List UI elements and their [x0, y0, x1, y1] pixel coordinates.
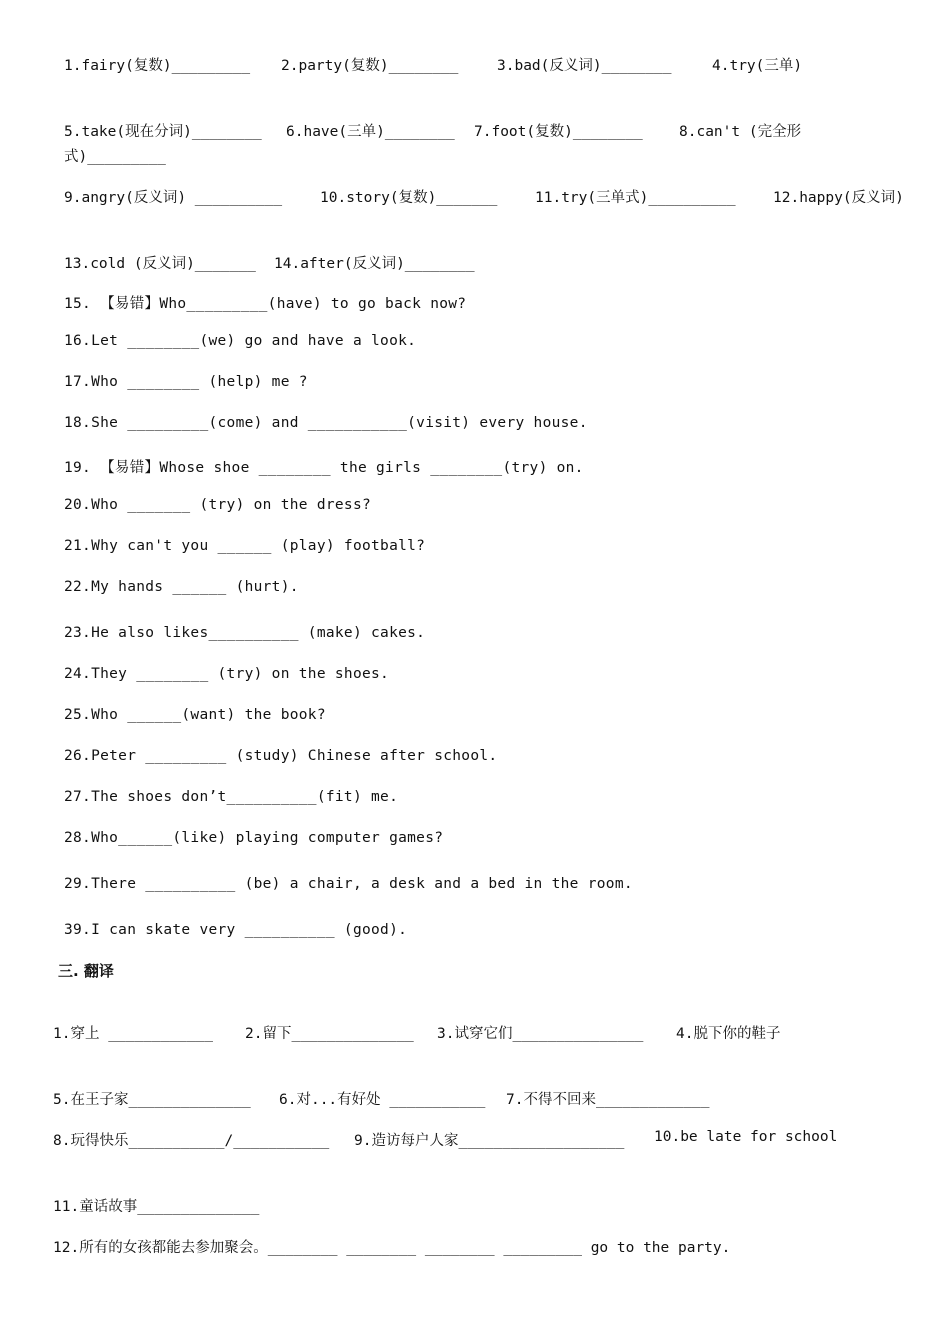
sentence-19: 19. 【易错】Whose shoe ________ the girls ________(try) on.: [64, 460, 584, 476]
exercise-14: 14.after(反义词)________: [274, 256, 475, 272]
exercise-9: 9.angry(反义词) __________: [64, 190, 283, 206]
translation-8: 8.玩得快乐___________/___________: [53, 1133, 330, 1149]
exercise-6: 6.have(三单)________: [286, 124, 455, 140]
translation-3: 3.试穿它们_______________: [437, 1026, 644, 1042]
translation-7: 7.不得不回来_____________: [506, 1092, 710, 1108]
exercise-2: 2.party(复数)________: [281, 58, 459, 74]
section-title-translation: 三. 翻译: [58, 962, 114, 980]
sentence-18: 18.She _________(come) and ___________(visit) every house.: [64, 415, 588, 431]
translation-6: 6.对...有好处 ___________: [279, 1092, 486, 1108]
sentence-29: 29.There __________ (be) a chair, a desk and a bed in the room.: [64, 876, 633, 892]
sentence-16: 16.Let ________(we) go and have a look.: [64, 333, 417, 349]
translation-10: 10.be late for school: [654, 1129, 838, 1145]
sentence-20: 20.Who _______ (try) on the dress?: [64, 497, 372, 513]
exercise-8: 8.can't (完全形: [679, 124, 802, 140]
exercise-5: 5.take(现在分词)________: [64, 124, 262, 140]
translation-11: 11.童话故事______________: [53, 1199, 260, 1215]
translation-9: 9.造访每户人家___________________: [354, 1133, 625, 1149]
translation-4: 4.脱下你的鞋子: [676, 1026, 781, 1042]
sentence-39: 39.I can skate very __________ (good).: [64, 922, 408, 938]
translation-5: 5.在王子家______________: [53, 1092, 251, 1108]
exercise-10: 10.story(复数)_______: [320, 190, 498, 206]
exercise-13: 13.cold (反义词)_______: [64, 256, 256, 272]
exercise-12: 12.happy(反义词): [773, 190, 904, 206]
sentence-28: 28.Who______(like) playing computer games?: [64, 830, 444, 846]
sentence-17: 17.Who ________ (help) me ?: [64, 374, 308, 390]
exercise-3: 3.bad(反义词)________: [497, 58, 672, 74]
sentence-23: 23.He also likes__________ (make) cakes.: [64, 625, 426, 641]
sentence-24: 24.They ________ (try) on the shoes.: [64, 666, 390, 682]
sentence-25: 25.Who ______(want) the book?: [64, 707, 326, 723]
exercise-4: 4.try(三单): [712, 58, 803, 74]
sentence-26: 26.Peter _________ (study) Chinese after school.: [64, 748, 498, 764]
sentence-21: 21.Why can't you ______ (play) football?: [64, 538, 426, 554]
translation-12: 12.所有的女孩都能去参加聚会。________ ________ ________ _________ go to the party.: [53, 1240, 731, 1256]
exercise-11: 11.try(三单式)__________: [535, 190, 736, 206]
sentence-15: 15. 【易错】Who_________(have) to go back now?: [64, 296, 467, 312]
sentence-22: 22.My hands ______ (hurt).: [64, 579, 299, 595]
exercise-8-continued: 式)_________: [64, 149, 166, 165]
translation-2: 2.留下______________: [245, 1026, 414, 1042]
exercise-7: 7.foot(复数)________: [474, 124, 643, 140]
sentence-27: 27.The shoes don’t__________(fit) me.: [64, 789, 399, 805]
translation-1: 1.穿上 ____________: [53, 1026, 213, 1042]
exercise-1: 1.fairy(复数)_________: [64, 58, 251, 74]
